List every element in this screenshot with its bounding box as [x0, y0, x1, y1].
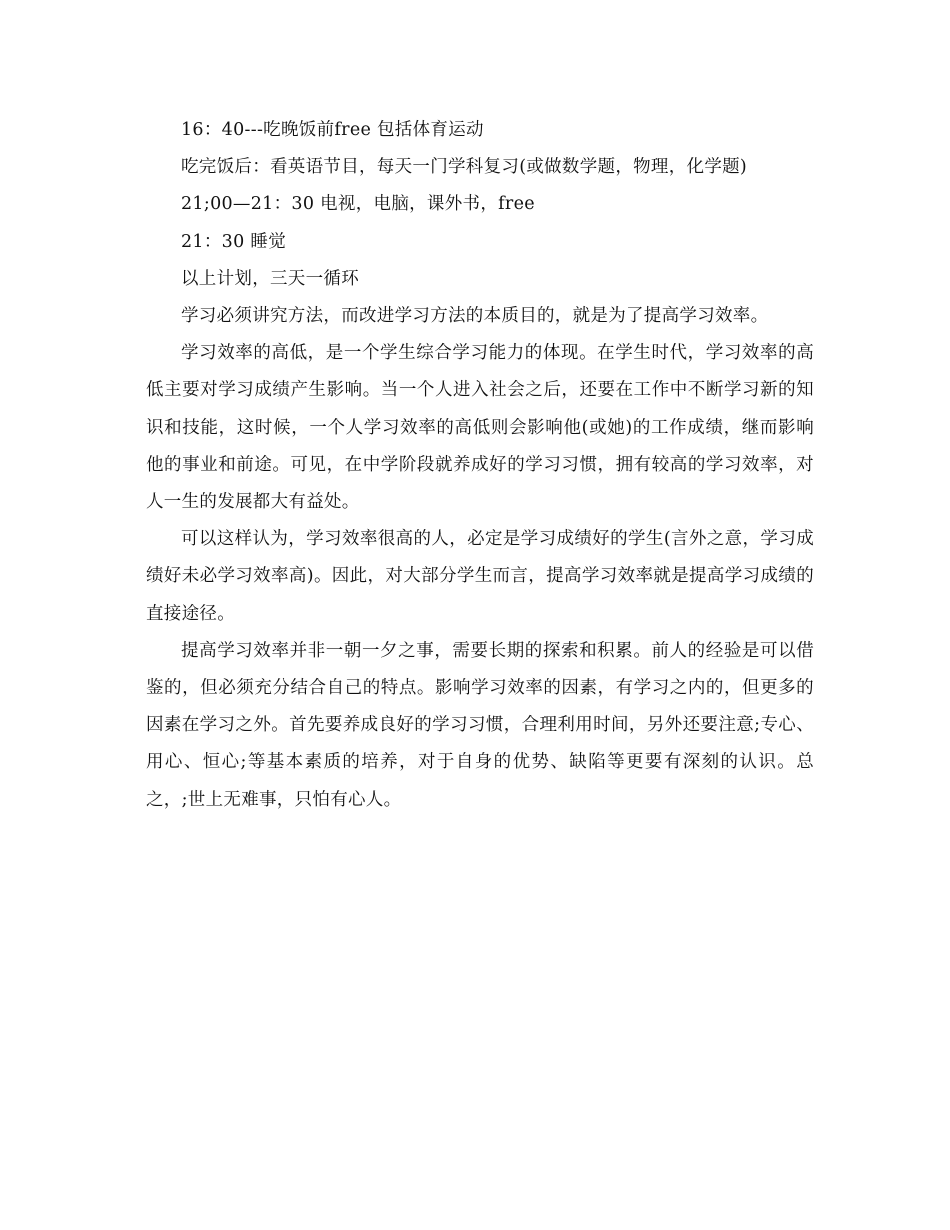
- schedule-cycle-note: 以上计划，三天一循环: [181, 268, 359, 289]
- paragraph-improvement: 提高学习效率并非一朝一夕之事，需要长期的探索和积累。前人的经验是可以借鉴的，但必须充分结合自己的特点。影响学习效率的因素，有学习之内的，但更多的因素在学习之外。首先要养成良好的学习习惯，合理利用时间，另外还要注意;专心、用心、恒心;等基本素质的培养，对于自身的优势、缺陷等更要有深刻的认识。总之，;世上无难事，只怕有心人。: [146, 640, 814, 810]
- schedule-line-evening: 21;00—21：30 电视，电脑，课外书，free: [181, 194, 535, 215]
- paragraph-efficiency: 学习效率的高低，是一个学生综合学习能力的体现。在学生时代，学习效率的高低主要对学习成绩产生影响。当一个人进入社会之后，还要在工作中不断学习新的知识和技能，这时候，一个人学习效率的高低则会影响他(或她)的工作成绩，继而影响他的事业和前途。可见，在中学阶段就养成好的学习习惯，拥有较高的学习效率，对人一生的发展都大有益处。: [146, 343, 814, 513]
- schedule-line-after-dinner: 吃完饭后：看英语节目，每天一门学科复习(或做数学题，物理，化学题): [181, 157, 748, 178]
- paragraph-grades: 可以这样认为，学习效率很高的人，必定是学习成绩好的学生(言外之意，学习成绩好未必学习效率高)。因此，对大部分学生而言，提高学习效率就是提高学习成绩的直接途径。: [146, 529, 814, 624]
- schedule-line-dinner: 16：40---吃晚饭前free 包括体育运动: [181, 120, 484, 140]
- method-intro-line: 学习必须讲究方法，而改进学习方法的本质目的，就是为了提高学习效率。: [181, 306, 769, 327]
- document-body: [146, 112, 814, 819]
- schedule-line-sleep: 21：30 睡觉: [181, 231, 286, 252]
